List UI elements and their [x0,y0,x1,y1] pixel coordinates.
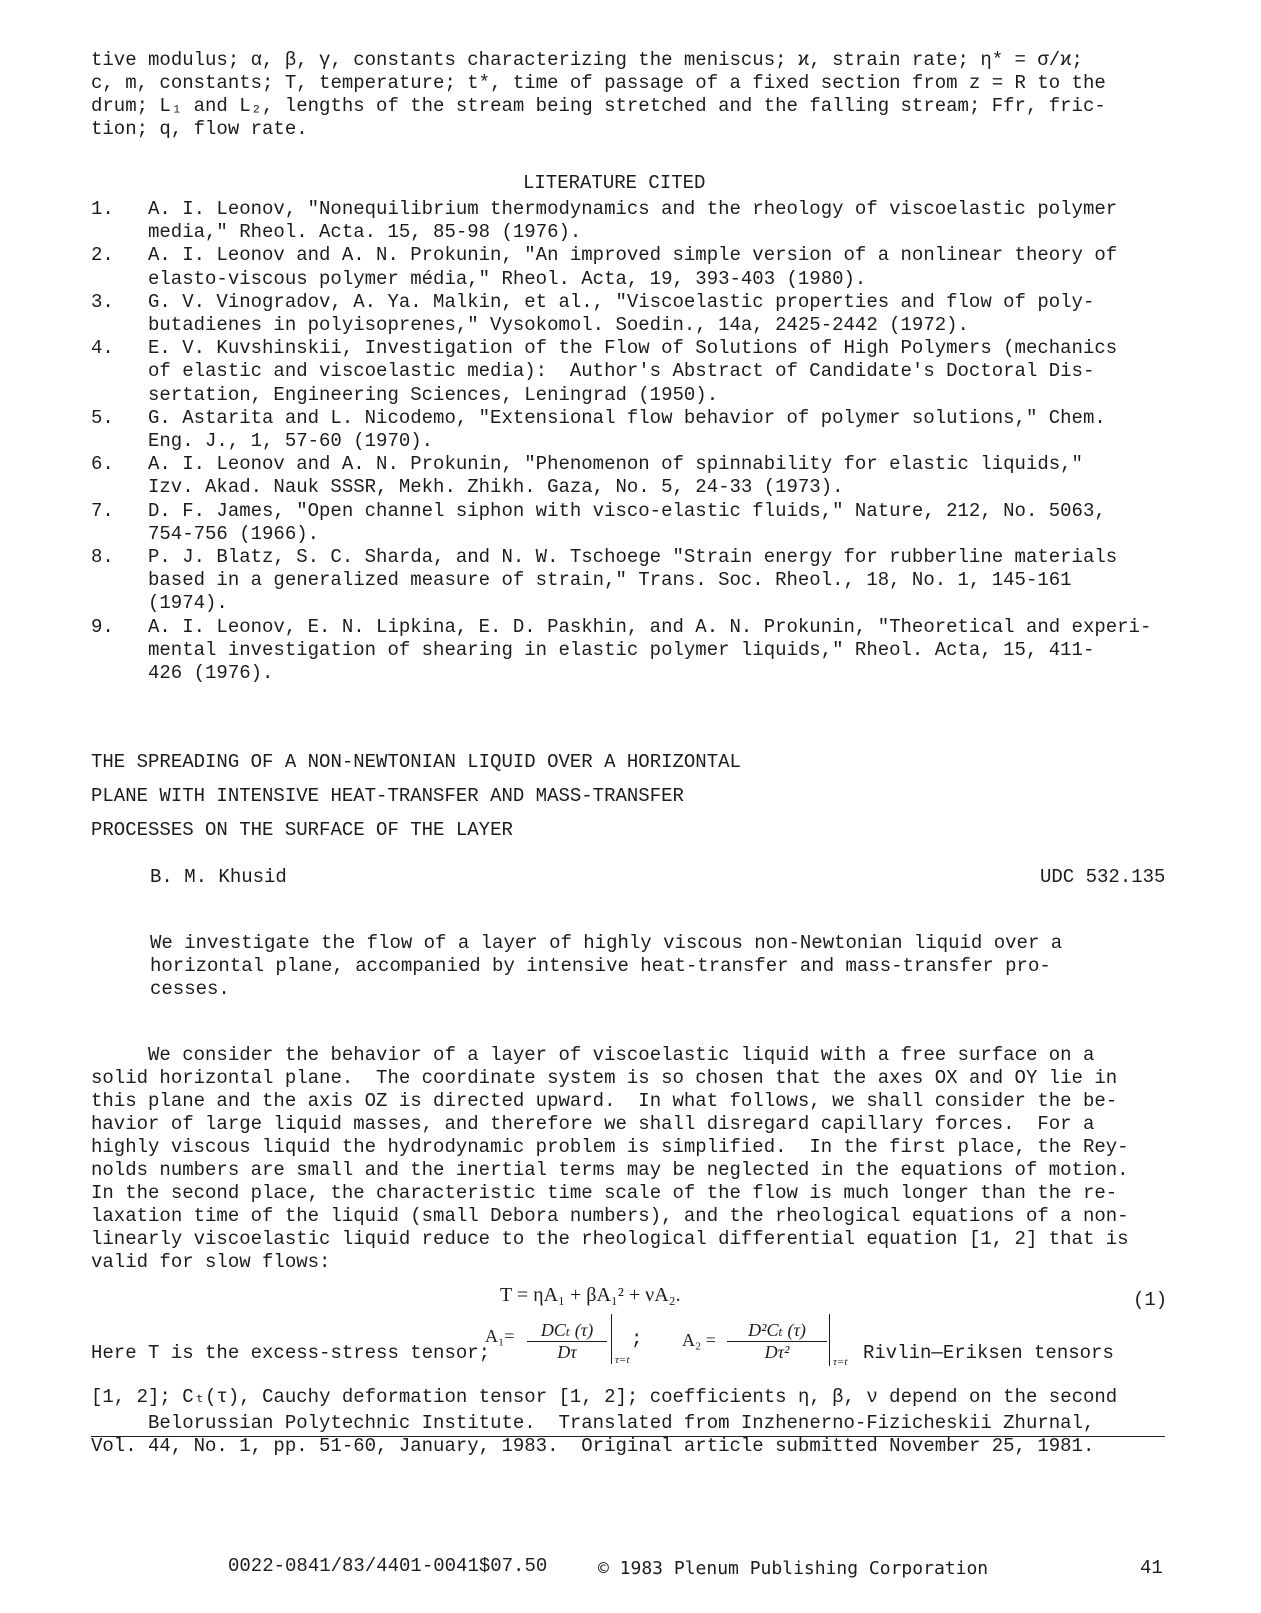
a1-denominator: Dτ [557,1342,577,1362]
reference-line: media," Rheol. Acta. 15, 85-98 (1976). [148,221,582,244]
reference-item [91,453,1221,499]
a1-eval-bar [611,1314,612,1364]
reference-line: P. J. Blatz, S. C. Sharda, and N. W. Tschoege "Strain energy for rubberline materials [148,546,1118,569]
reference-line: butadienes in polyisoprenes," Vysokomol. Soedin., 14a, 2425-2442 (1972). [148,314,969,337]
reference-text [148,616,1151,686]
reference-number: 2. [91,244,114,267]
a1-eval-subscript: τ=t [615,1354,630,1366]
reference-text [148,546,1117,616]
reference-line: (1974). [148,592,228,615]
reference-line: A. I. Leonov, "Nonequilibrium thermodynamics and the rheology of viscoelastic polymer [148,198,1118,220]
reference-item [91,244,1221,290]
reference-number: 6. [91,453,114,476]
reference-line: mental investigation of shearing in elastic polymer liquids," Rheol. Acta, 15, 411- [148,638,1095,661]
reference-line: sertation, Engineering Sciences, Leningrad (1950). [148,383,719,406]
reference-item [91,337,1221,407]
literature-cited-heading: LITERATURE CITED [523,172,706,194]
intro-line: tive modulus; α, β, γ, constants characterizing the meniscus; ϰ, strain rate; η* = σ/ϰ; [91,49,1083,71]
abstract-line: horizontal plane, accompanied by intensive heat-transfer and mass-transfer pro- [150,955,1051,977]
reference-item [91,291,1221,337]
article-title-line: PROCESSES ON THE SURFACE OF THE LAYER [91,819,513,841]
reference-line: G. V. Vinogradov, A. Ya. Malkin, et al., "Viscoelastic properties and flow of poly- [148,290,1095,313]
footnote-line: Vol. 44, No. 1, pp. 51-60, January, 1983. Original article submitted November 25, 1981. [91,1435,1095,1457]
intro-line: drum; L₁ and L₂, lengths of the stream being stretched and the falling stream; Ffr, fric- [91,95,1106,117]
copyright-notice: © 1983 Plenum Publishing Corporation [598,1558,989,1579]
reference-list [91,198,1221,685]
reference-text [148,337,1117,407]
reference-number: 9. [91,615,114,638]
here-prefix: Here T is the excess-stress tensor; [91,1342,491,1364]
udc-code: UDC 532.135 [1040,866,1166,888]
reference-text [148,198,1117,244]
body-line: laxation time of the liquid (small Debora numbers), and the rheological equations of a non- [91,1205,1129,1227]
reference-line: A. I. Leonov, E. N. Lipkina, E. D. Paskhin, and A. N. Prokunin, "Theoretical and experi- [148,615,1152,638]
reference-item [91,546,1221,616]
body-line: this plane and the axis OZ is directed upward. In what follows, we shall consider the be- [91,1090,1118,1112]
reference-item [91,198,1221,244]
reference-item [91,500,1221,546]
continuation-line: [1, 2]; Cₜ(τ), Cauchy deformation tensor [1, 2]; coefficients η, β, ν depend on the second [91,1386,1118,1408]
reference-number: 3. [91,290,114,313]
a2-eval-bar [829,1314,830,1366]
reference-number: 7. [91,499,114,522]
body-line: We consider the behavior of a layer of viscoelastic liquid with a free surface on a [91,1044,1095,1066]
reference-line: 754-756 (1966). [148,522,320,545]
intro-line: c, m, constants; T, temperature; t*, time of passage of a fixed section from z = R to the [91,72,1106,94]
reference-line: E. V. Kuvshinskii, Investigation of the Flow of Solutions of High Polymers (mechanics [148,337,1118,360]
reference-text [148,453,1083,499]
footnote-line: Belorussian Polytechnic Institute. Translated from Inzhenerno-Fizicheskii Zhurnal, [91,1412,1095,1434]
reference-number: 1. [91,198,114,220]
a1-fraction [527,1320,607,1363]
a2-numerator: D²Cₜ (τ) [727,1320,827,1342]
equation-1: T = ηA₁ + βA₁² + νA₂. [500,1284,681,1306]
a2-denominator: Dτ² [764,1342,790,1362]
separator: ; [631,1328,643,1350]
body-line: havior of large liquid masses, and therefore we shall disregard capillary forces. For a [91,1113,1095,1135]
a1-label: A₁= [485,1326,515,1346]
reference-text [148,500,1106,546]
author-name: B. M. Khusid [150,866,287,888]
body-line: In the second place, the characteristic time scale of the flow is much longer than the re- [91,1182,1118,1204]
body-line: valid for slow flows: [91,1251,331,1273]
intro-line: tion; q, flow rate. [91,118,308,140]
reference-line: A. I. Leonov and A. N. Prokunin, "Phenomenon of spinnability for elastic liquids," [148,453,1083,476]
reference-line: Eng. J., 1, 57-60 (1970). [148,430,434,453]
article-title-line: PLANE WITH INTENSIVE HEAT-TRANSFER AND MASS-TRANSFER [91,785,684,807]
reference-line: D. F. James, "Open channel siphon with visco-elastic fluids," Nature, 212, No. 5063, [148,499,1106,522]
body-line: nolds numbers are small and the inertial terms may be neglected in the equations of motion. [91,1159,1129,1181]
here-suffix: Rivlin—Eriksen tensors [863,1342,1114,1364]
reference-line: 426 (1976). [148,662,274,685]
article-title-line: THE SPREADING OF A NON-NEWTONIAN LIQUID OVER A HORIZONTAL [91,751,741,773]
a2-eval-subscript: τ=t [833,1356,848,1368]
reference-number: 8. [91,546,114,569]
reference-text [148,291,1094,337]
body-line: linearly viscoelastic liquid reduce to the rheological differential equation [1, 2] that is [91,1228,1129,1250]
reference-text [148,407,1106,453]
reference-line: Izv. Akad. Nauk SSSR, Mekh. Zhikh. Gaza, No. 5, 24-33 (1973). [148,476,844,499]
body-line: solid horizontal plane. The coordinate system is so chosen that the axes OX and OY lie in [91,1067,1118,1089]
reference-line: elasto-viscous polymer média," Rheol. Acta, 19, 393-403 (1980). [148,267,867,290]
page-number: 41 [1140,1557,1163,1579]
reference-number: 4. [91,337,114,360]
reference-line: based in a generalized measure of strain," Trans. Soc. Rheol., 18, No. 1, 145-161 [148,569,1072,592]
abstract-line: We investigate the flow of a layer of highly viscous non-Newtonian liquid over a [150,932,1063,954]
a2-fraction [727,1320,827,1363]
reference-item [91,616,1221,686]
a1-numerator: DCₜ (τ) [527,1320,607,1342]
reference-line: of elastic and viscoelastic media): Author's Abstract of Candidate's Doctoral Dis- [148,360,1095,383]
reference-line: A. I. Leonov and A. N. Prokunin, "An improved simple version of a nonlinear theory of [148,244,1118,267]
reference-number: 5. [91,406,114,429]
reference-text [148,244,1117,290]
a2-label: A₂ = [682,1330,716,1350]
reference-line: G. Astarita and L. Nicodemo, "Extensional flow behavior of polymer solutions," Chem. [148,406,1106,429]
equation-1-number: (1) [1133,1289,1168,1311]
reference-item [91,407,1221,453]
body-line: highly viscous liquid the hydrodynamic problem is simplified. In the first place, the Rey- [91,1136,1129,1158]
article-code: 0022-0841/83/4401-0041$07.50 [228,1555,548,1577]
abstract-line: cesses. [150,978,230,1000]
